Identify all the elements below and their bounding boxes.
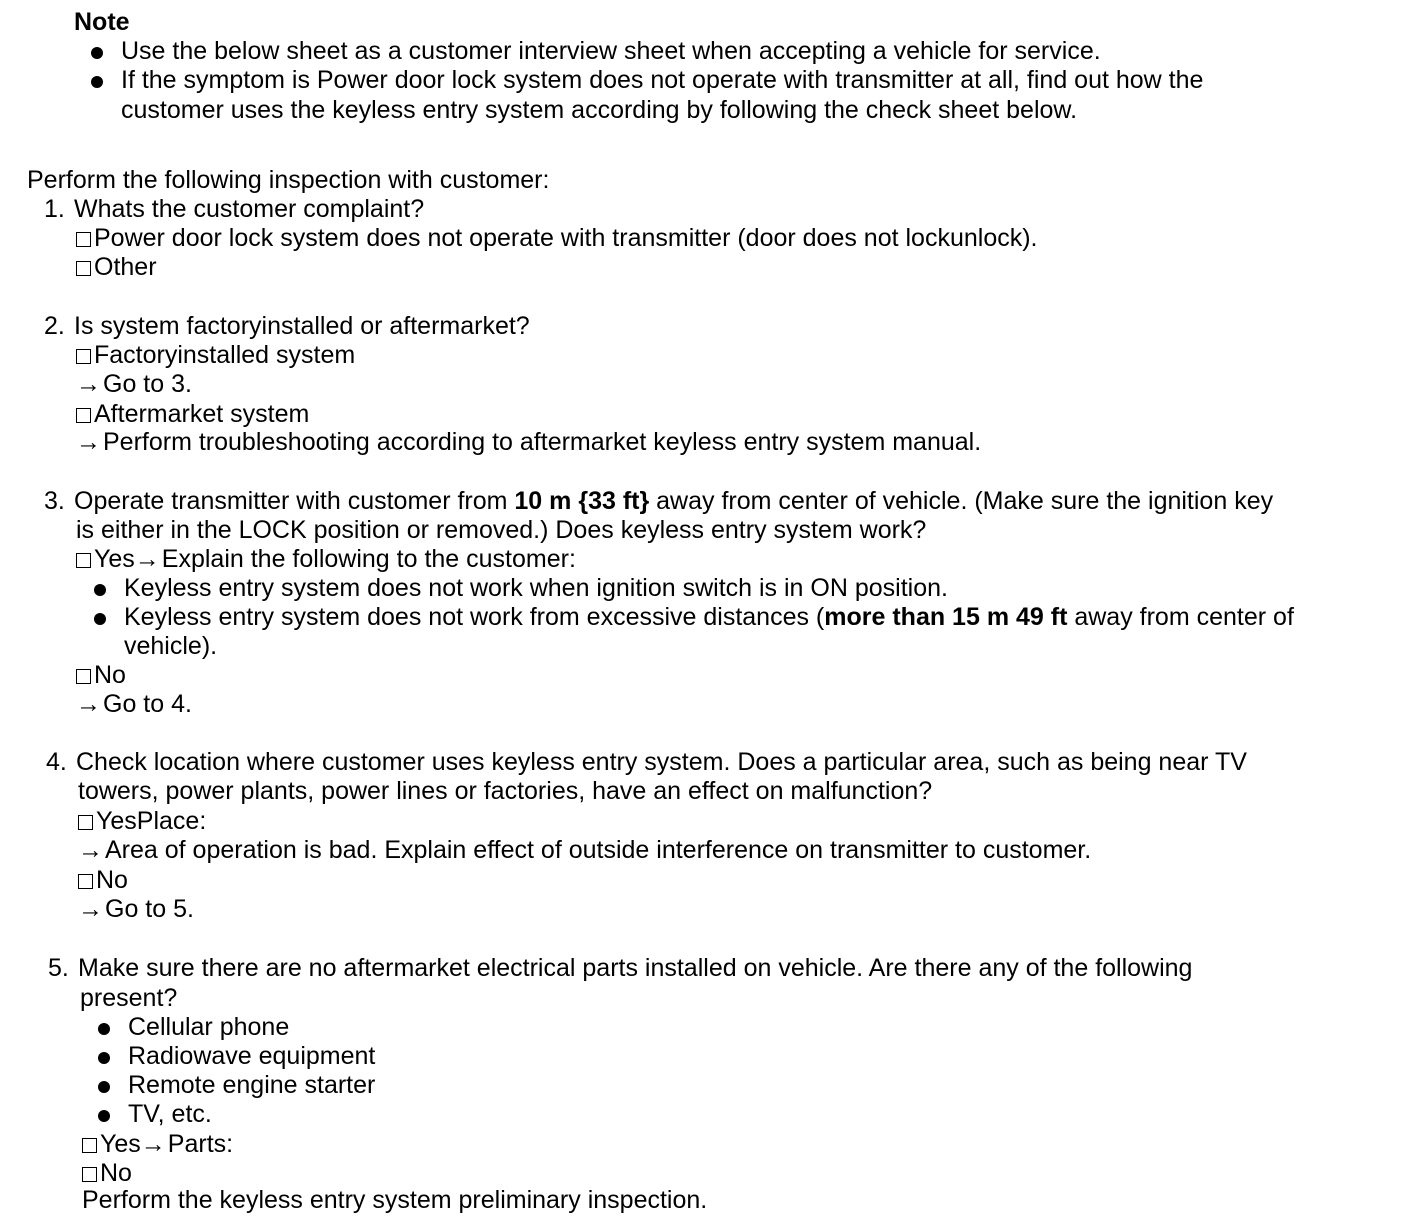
q3-go bbox=[76, 690, 192, 719]
intro-text: Perform the following inspection with customer: bbox=[27, 166, 550, 194]
note-bullet-2: If the symptom is Power door lock system does not operate with transmitter at all, find out how the bbox=[121, 66, 1204, 94]
q3-yes-label: Yes bbox=[94, 545, 135, 573]
note-title: Note bbox=[74, 8, 130, 36]
right-arrow-icon: → bbox=[134, 545, 160, 573]
right-arrow-icon: → bbox=[76, 428, 101, 456]
q3-go-text: Go to 4. bbox=[103, 690, 192, 718]
q3-bullet-2-cont: vehicle). bbox=[124, 632, 218, 660]
q3-text-c: away from center of vehicle. (Make sure the ignition key bbox=[649, 487, 1274, 515]
checkbox-icon[interactable] bbox=[78, 874, 93, 889]
checkbox-icon[interactable] bbox=[82, 1167, 97, 1182]
q5-yes-text: Parts: bbox=[167, 1130, 234, 1158]
q3-option-no[interactable] bbox=[76, 661, 126, 690]
q1-option-2-label: Other bbox=[94, 253, 157, 281]
q1-question bbox=[44, 195, 424, 224]
q5-item-3: Remote engine starter bbox=[128, 1071, 376, 1099]
q5-item-1: Cellular phone bbox=[128, 1013, 290, 1041]
q2-go-2 bbox=[76, 428, 981, 457]
q5-item-4: TV, etc. bbox=[128, 1100, 212, 1128]
q2-number: 2. bbox=[44, 312, 65, 340]
checkbox-icon[interactable] bbox=[76, 408, 91, 423]
q4-text: Check location where customer uses keyless entry system. Does a particular area, such as being near TV bbox=[76, 748, 1247, 776]
q4-question-line-1 bbox=[46, 748, 1247, 777]
q2-option-1-label: Factoryinstalled system bbox=[94, 341, 356, 369]
q5-item-2: Radiowave equipment bbox=[128, 1042, 376, 1070]
q3-yes-text: Explain the following to the customer: bbox=[161, 545, 576, 573]
note-bullet-1: Use the below sheet as a customer interview sheet when accepting a vehicle for service. bbox=[121, 37, 1101, 65]
q5-text: Make sure there are no aftermarket electrical parts installed on vehicle. Are there any of the following bbox=[78, 954, 1193, 982]
q5-question-line-2: present? bbox=[80, 984, 178, 1012]
q3-option-yes[interactable] bbox=[76, 545, 576, 574]
right-arrow-icon: → bbox=[140, 1130, 166, 1158]
q3-bullet-2-distance: more than 15 m 49 ft bbox=[824, 603, 1068, 631]
right-arrow-icon: → bbox=[78, 895, 103, 923]
q5-number: 5. bbox=[48, 954, 69, 982]
q2-go-1 bbox=[76, 370, 192, 399]
q3-number: 3. bbox=[44, 487, 65, 515]
checkbox-icon[interactable] bbox=[76, 553, 91, 568]
q5-question-line-1 bbox=[48, 954, 1192, 983]
q5-yes-label: Yes bbox=[100, 1130, 141, 1158]
q3-bullet-1: Keyless entry system does not work when ignition switch is in ON position. bbox=[124, 574, 948, 602]
q1-option-1-label: Power door lock system does not operate with transmitter (door does not lockunlock). bbox=[94, 224, 1038, 252]
q2-option-2-label: Aftermarket system bbox=[94, 400, 310, 428]
q4-go-2-text: Go to 5. bbox=[105, 895, 194, 923]
right-arrow-icon: → bbox=[76, 690, 101, 718]
q1-text: Whats the customer complaint? bbox=[74, 195, 425, 223]
note-bullet-2-cont: customer uses the keyless entry system according by following the check sheet below. bbox=[121, 96, 1078, 124]
q4-number: 4. bbox=[46, 748, 67, 776]
q1-number: 1. bbox=[44, 195, 65, 223]
q3-distance: 10 m {33 ft} bbox=[514, 487, 650, 515]
q4-option-no[interactable] bbox=[78, 866, 128, 895]
q4-go-1 bbox=[78, 836, 1091, 865]
q2-text: Is system factoryinstalled or aftermarket? bbox=[74, 312, 530, 340]
q2-go-1-text: Go to 3. bbox=[103, 370, 192, 398]
right-arrow-icon: → bbox=[78, 836, 103, 864]
q3-text-a: Operate transmitter with customer from bbox=[74, 487, 515, 515]
q3-question-line-2: is either in the LOCK position or removed.) Does keyless entry system work? bbox=[76, 516, 927, 544]
q5-no-label: No bbox=[100, 1159, 132, 1187]
q4-go-1-text: Area of operation is bad. Explain effect of outside interference on transmitter to customer. bbox=[105, 836, 1092, 864]
q3-bullet-2 bbox=[124, 603, 1294, 632]
right-arrow-icon: → bbox=[76, 370, 101, 398]
q5-final: Perform the keyless entry system preliminary inspection. bbox=[82, 1186, 708, 1214]
q4-go-2 bbox=[78, 895, 194, 924]
q3-bullet-2-c: away from center of bbox=[1067, 603, 1294, 631]
q3-question-line-1 bbox=[44, 487, 1273, 516]
q4-yes-label: YesPlace: bbox=[96, 807, 207, 835]
q4-no-label: No bbox=[96, 866, 128, 894]
q3-no-label: No bbox=[94, 661, 126, 689]
checkbox-icon[interactable] bbox=[76, 232, 91, 247]
q4-question-line-2: towers, power plants, power lines or factories, have an effect on malfunction? bbox=[78, 777, 933, 805]
q3-bullet-2-a: Keyless entry system does not work from excessive distances ( bbox=[124, 603, 825, 631]
q2-go-2-text: Perform troubleshooting according to aftermarket keyless entry system manual. bbox=[103, 428, 982, 456]
q2-option-2[interactable] bbox=[76, 400, 309, 429]
q1-option-1[interactable] bbox=[76, 224, 1038, 253]
q5-option-no[interactable] bbox=[82, 1159, 132, 1188]
checkbox-icon[interactable] bbox=[76, 349, 91, 364]
checkbox-icon[interactable] bbox=[76, 261, 91, 276]
q4-option-yes[interactable] bbox=[78, 807, 206, 836]
checkbox-icon[interactable] bbox=[76, 669, 91, 684]
checkbox-icon[interactable] bbox=[82, 1138, 97, 1153]
q5-option-yes[interactable] bbox=[82, 1130, 233, 1159]
checkbox-icon[interactable] bbox=[78, 815, 93, 830]
q2-question bbox=[44, 312, 530, 341]
q1-option-2[interactable] bbox=[76, 253, 157, 282]
q2-option-1[interactable] bbox=[76, 341, 355, 370]
